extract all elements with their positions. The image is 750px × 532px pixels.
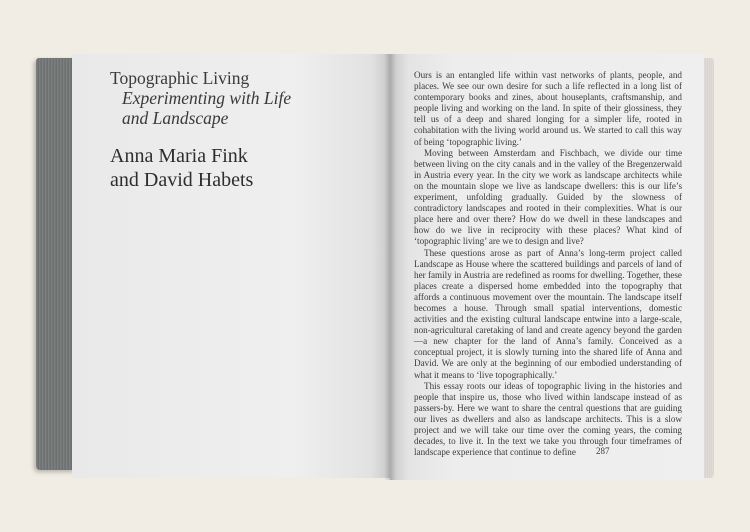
paragraph-3: These questions arose as part of Anna’s long-term project called Landscape as House where the scattered buildings and parcels of land of her family in Austria are redefined as rooms for dwelling. Together, these places create a dispersed home embedded into the topography that affords a continuous movement over the mountain. The landscape itself becomes a house. Through small spatial interventions, domestic activities and the existing cultural landscape entwine into a large-scale, non-agricultural caretaking of land and create agency beyond the garden—a new chapter for the land of Anna’s family. Conceived as a conceptual project, it is slowly turning into the shared life of Anna and David. We are only at the beginning of our embodied understanding of what it means to ‘live topographically.’ (414, 247, 682, 380)
body-text (414, 70, 682, 458)
left-page-stack-edge (36, 58, 76, 470)
page-number: 287 (596, 446, 610, 456)
chapter-subtitle: Experimenting with Life and Landscape (122, 88, 292, 128)
chapter-authors: Anna Maria Fink and David Habets (110, 145, 254, 191)
paragraph-2: Moving between Amsterdam and Fischbach, we divide our time between living on the city canals and in the valley of the Bregenzerwald in Austria every year. In the city we work as landscape architects while on the mountain slope we live as landscape dwellers: this is our life’s experiment, unfolding gradually. Guided by the slowness of contradictory landscapes and rooted in their complexities. What is our place here and over there? How do we dwell in these landscapes and how do we live in reciprocity with these places? What kind of ‘topographic living’ are we to design and live? (414, 147, 682, 247)
paragraph-1: Ours is an entangled life within vast networks of plants, people, and places. We see our own desire for such a life reflected in a long list of contemporary books and zines, about houseplants, craftsmanship, and people living and working on the land. In spite of their glossiness, they tell us of a deep and shared longing for a simpler life, rooted in cohabitation with the living world around us. We started to call this way of being ‘topographic living.’ (414, 70, 682, 147)
paragraph-4: This essay roots our ideas of topographic living in the histories and people that inspire us, those who lived within landscape instead of as passers-by. Here we want to share the central questions that are guiding our lives as dwellers and also as landscape architects. This is a slow project and we will take our time over the coming years, the coming decades, to live it. In the text we take you through four timeframes of landscape experience that continue to define (414, 380, 682, 458)
book-gutter-shadow (384, 54, 396, 480)
chapter-title: Topographic Living (110, 68, 250, 88)
